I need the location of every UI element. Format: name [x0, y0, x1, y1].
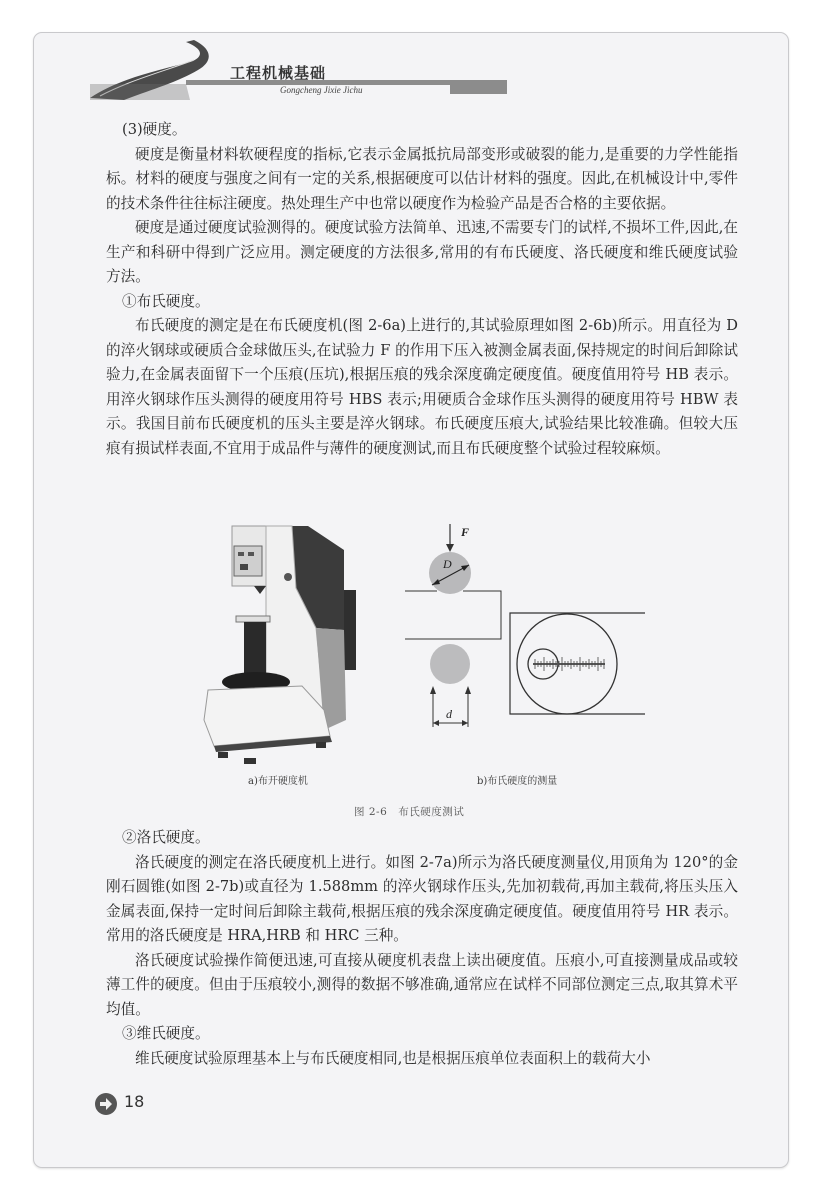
section-heading-brinell: ①布氏硬度。: [122, 292, 210, 310]
body-text-bottom: [106, 826, 738, 1071]
paragraph: 维氏硬度试验原理基本上与布氏硬度相同,也是根据压痕单位表面积上的载荷大小: [135, 1049, 651, 1067]
paragraph: 硬度是通过硬度试验测得的。硬度试验方法简单、迅速,不需要专门的试样,不损坏工件,因此,在生产和科研中得到广泛应用。测定硬度的方法很多,常用的有布氏硬度、洛氏硬度和维氏硬度试验方法。: [106, 219, 738, 285]
header-block: [450, 80, 507, 94]
brinell-measurement-diagram: [405, 522, 645, 772]
paragraph: 布氏硬度的测定是在布氏硬度机(图 2-6a)上进行的,其试验原理如图 2-6b)所示。用直径为 D 的淬火钢球或硬质合金球做压头,在试验力 F 的作用下压入被测金属表面,保持规定的时间后卸除试验力,在金属表面留下一个压痕(压坑),根据压痕的残余深度确定硬度值。硬度值用符号 HB 表示。用淬火钢球作压头测得的硬度用符号 HBS 表示;用硬质合金球作压头测得的硬度用符号 HBW 表示。我国目前布氏硬度机的压头主要是淬火钢球。布氏硬度压痕大,试验结果比较准确。但较大压痕有损试样表面,不宜用于成品件与薄件的硬度测试,而且布氏硬度整个试验过程较麻烦。: [106, 317, 738, 457]
paragraph: 洛氏硬度试验操作简便迅速,可直接从硬度机表盘上读出硬度值。压痕小,可直接测量成品或较薄工件的硬度。但由于压痕较小,测得的数据不够准确,通常应在试样不同部位测定三点,取其算术平均值。: [106, 951, 738, 1018]
book-title: 工程机械基础: [230, 64, 327, 82]
running-header: [90, 38, 420, 100]
figure-2-6a: [196, 520, 396, 788]
brinell-hardness-machine-illustration: [196, 520, 396, 770]
page-number: 18: [124, 1092, 145, 1111]
book-subtitle-pinyin: Gongcheng Jixie Jichu: [280, 85, 363, 95]
figure-a-caption: a)布开硬度机: [248, 776, 308, 787]
ball-diameter-label: D: [443, 557, 452, 571]
road-logo-icon: [90, 38, 220, 100]
paragraph: 硬度是衡量材料软硬程度的指标,它表示金属抵抗局部变形或破裂的能力,是重要的力学性能指标。材料的硬度与强度之间有一定的关系,根据硬度可以估计材料的强度。因此,在机械设计中,零件的技术条件往往标注硬度。热处理生产中也常以硬度作为检验产品是否合格的主要依据。: [106, 145, 738, 212]
figure-2-6b: [405, 522, 645, 790]
figure-caption: 图 2-6 布氏硬度测试: [354, 806, 465, 818]
section-heading-rockwell: ②洛氏硬度。: [122, 829, 210, 846]
figure-b-caption: b)布氏硬度的测量: [477, 776, 558, 787]
section-heading-hardness: (3)硬度。: [122, 121, 187, 138]
arrow-right-circle-icon: [95, 1093, 117, 1115]
paragraph: 洛氏硬度的测定在洛氏硬度机上进行。如图 2-7a)所示为洛氏硬度测量仪,用顶角为 120°的金刚石圆锥(如图 2-7b)或直径为 1.588mm 的淬火钢球作压头,先加初载荷,再加主载荷,将压头压入金属表面,保持一定时间后卸除主载荷,根据压痕的残余深度确定硬度值。硬度值用符号 HR 表示。常用的洛氏硬度是 HRA,HRB 和 HRC 三种。: [106, 853, 738, 944]
section-heading-vickers: ③维氏硬度。: [122, 1025, 210, 1042]
indent-diameter-label: d: [446, 707, 452, 721]
body-text-top: [106, 118, 738, 461]
force-label: F: [461, 525, 470, 539]
